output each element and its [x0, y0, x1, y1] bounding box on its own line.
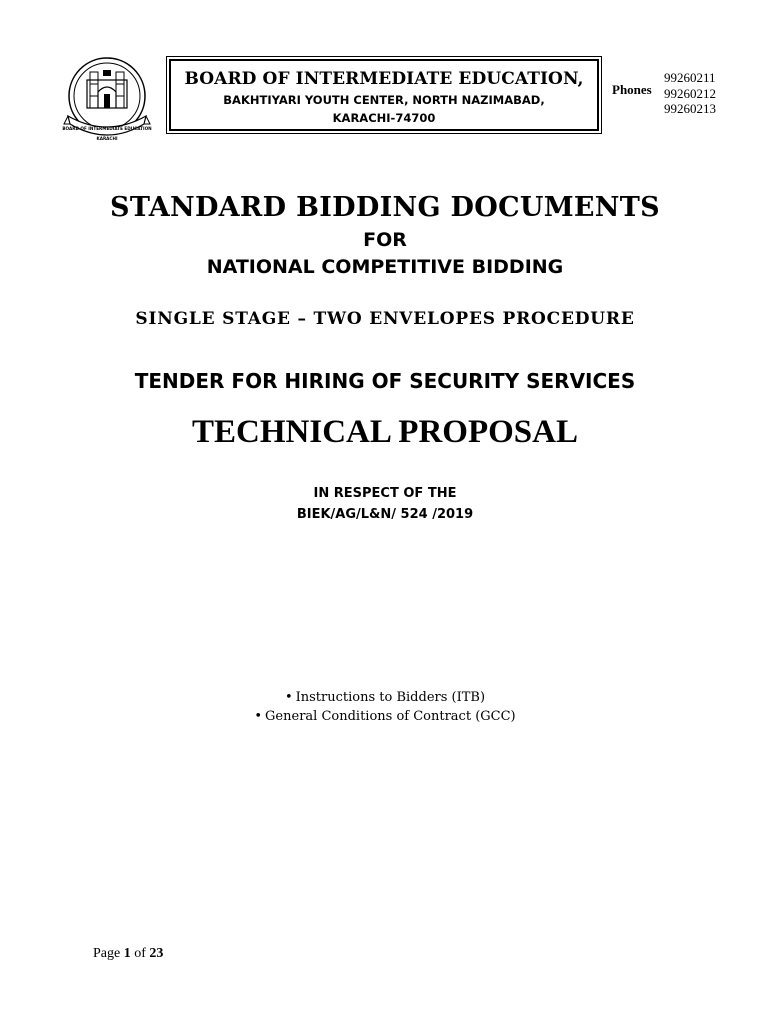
phone-number: 99260212 — [664, 85, 716, 101]
page-number: Page 1 of 23 — [93, 946, 164, 961]
document-title: STANDARD BIDDING DOCUMENTS — [110, 192, 660, 223]
list-item: • General Conditions of Contract (GCC) — [254, 709, 516, 724]
board-address: BAKHTIYARI YOUTH CENTER, NORTH NAZIMABAD, KARACHI-74700 — [223, 93, 545, 125]
technical-proposal-heading: TECHNICAL PROPOSAL — [192, 414, 578, 450]
bullet-icon: • — [254, 709, 263, 724]
phone-number: 99260213 — [664, 101, 716, 116]
phones-label: Phones — [612, 82, 652, 97]
board-logo — [62, 54, 152, 144]
header-box — [169, 59, 599, 131]
procedure-title: SINGLE STAGE – TWO ENVELOPES PROCEDURE — [135, 309, 635, 329]
phone-number: 99260211 — [664, 70, 716, 85]
title-ncb: NATIONAL COMPETITIVE BIDDING — [206, 256, 564, 278]
title-for: FOR — [363, 229, 407, 251]
svg-text:KARACHI: KARACHI — [96, 136, 118, 141]
phones-list — [664, 70, 716, 117]
reference-number: BIEK/AG/L&N/ 524 /2019 — [296, 507, 474, 522]
tender-title: TENDER FOR HIRING OF SECURITY SERVICES — [134, 369, 636, 393]
contents-list — [0, 688, 770, 726]
bullet-icon: • — [284, 690, 293, 705]
svg-text:BOARD OF INTERMEDIATE EDUCATIO: BOARD OF INTERMEDIATE EDUCATION — [62, 126, 152, 131]
list-item: • Instructions to Bidders (ITB) — [284, 690, 486, 705]
respect-line: IN RESPECT OF THE — [313, 486, 457, 501]
board-name: BOARD OF INTERMEDIATE EDUCATION, — [184, 69, 584, 89]
